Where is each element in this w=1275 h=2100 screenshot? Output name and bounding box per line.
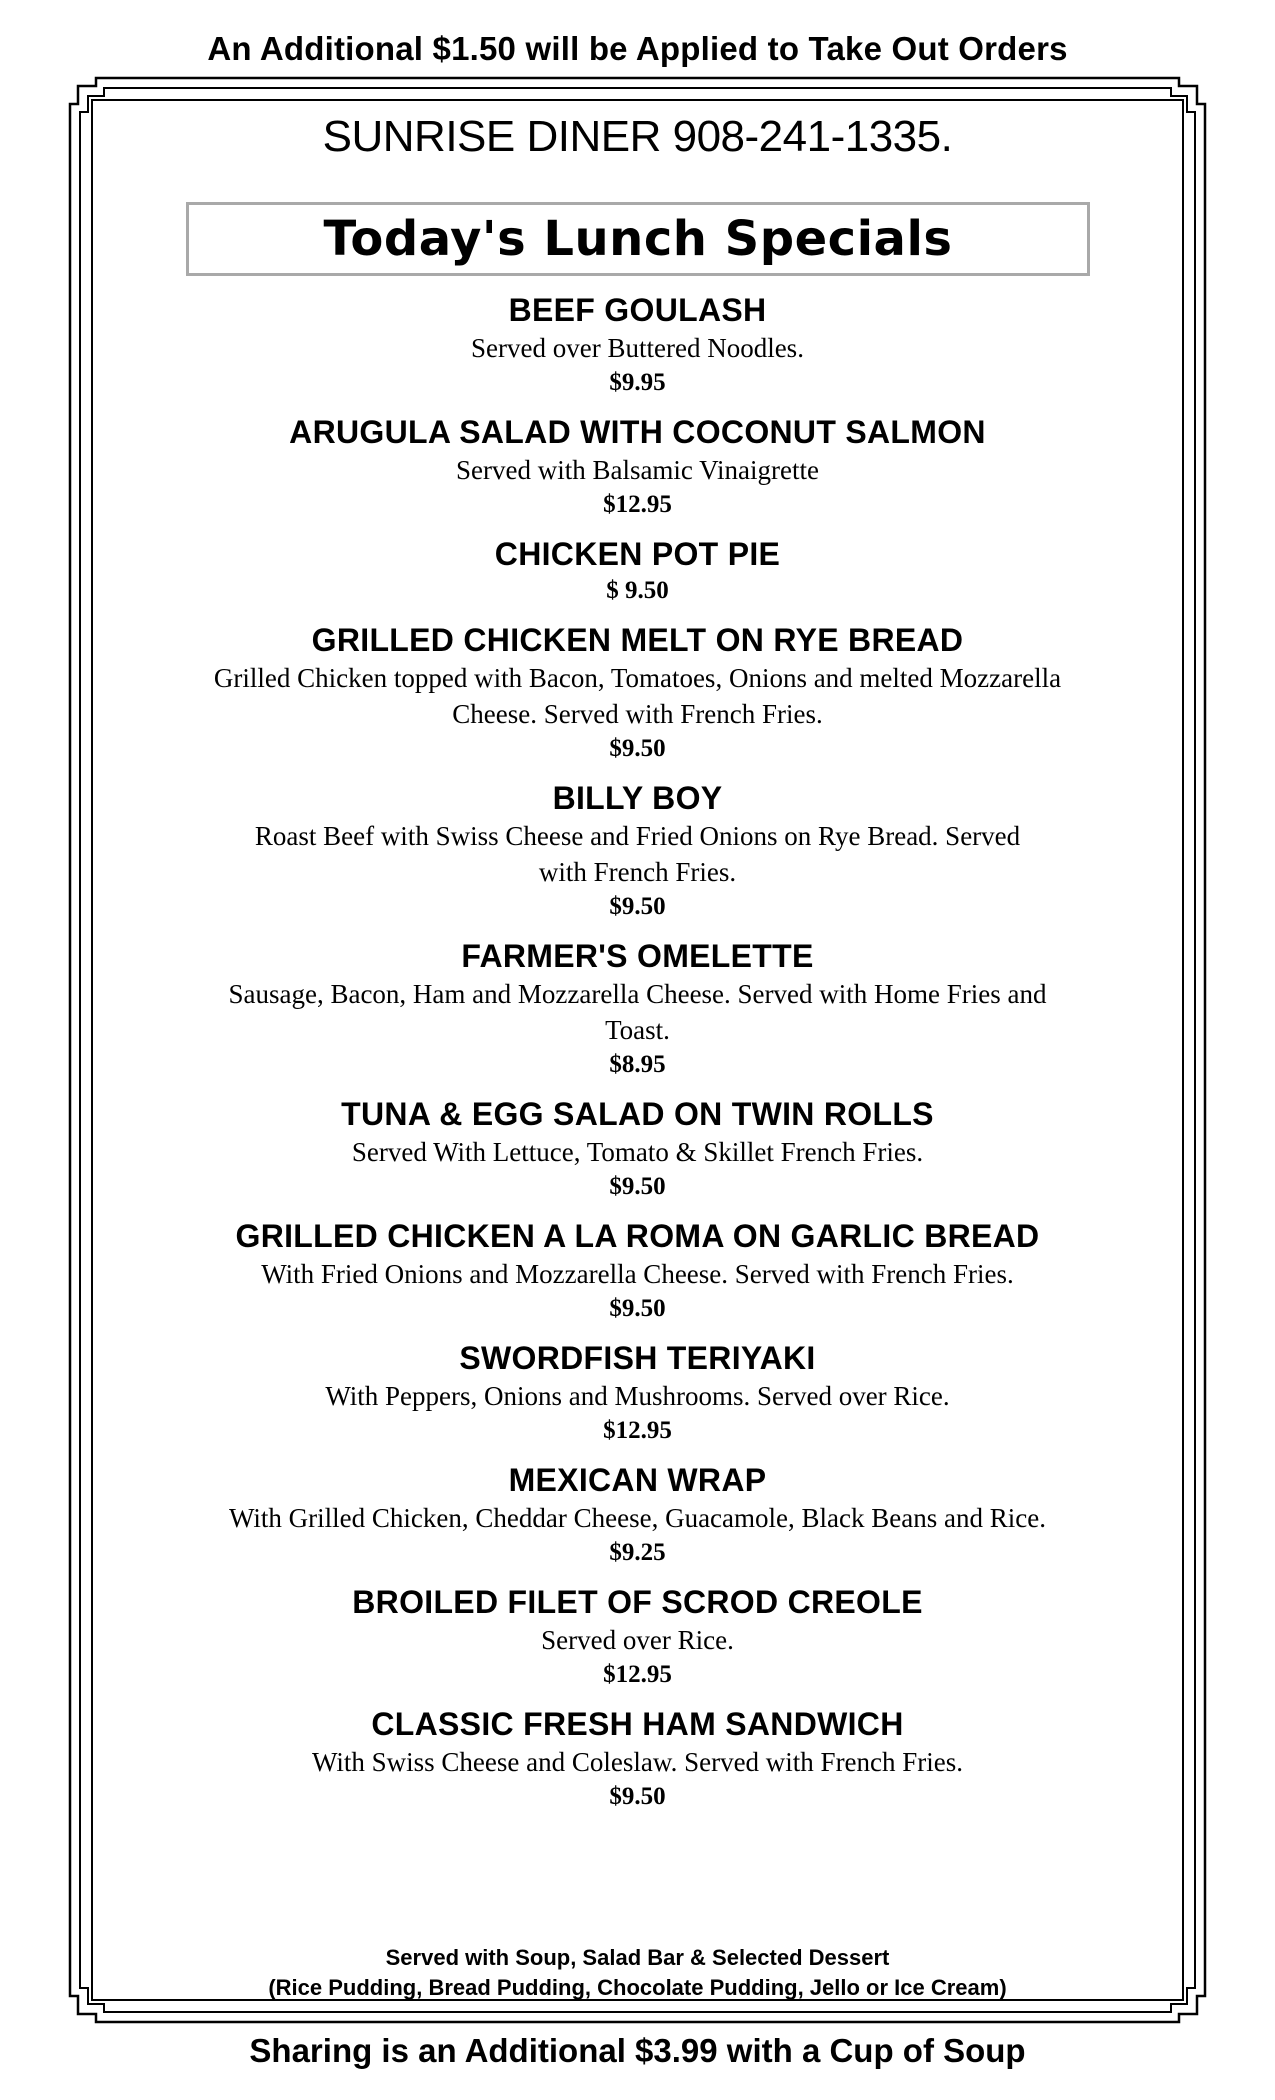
menu-item <box>150 1460 1125 1570</box>
takeout-notice: An Additional $1.50 will be Applied to Take Out Orders <box>207 30 1068 67</box>
item-price: $9.50 <box>609 893 666 920</box>
dessert-options-line: (Rice Pudding, Bread Pudding, Chocolate Pudding, Jello or Ice Cream) <box>268 1975 1007 2000</box>
item-description: With Grilled Chicken, Cheddar Cheese, Guacamole, Black Beans and Rice. <box>229 1503 1046 1533</box>
item-price: $9.50 <box>609 1783 666 1810</box>
item-description: Grilled Chicken topped with Bacon, Tomatoes, Onions and melted Mozzarella Cheese. Served with French Fries. <box>213 663 1062 729</box>
item-name: CHICKEN POT PIE <box>494 536 781 572</box>
menu-item <box>150 534 1125 608</box>
item-price: $9.50 <box>609 735 666 762</box>
item-price: $12.95 <box>603 1417 672 1444</box>
menu-item <box>150 290 1125 400</box>
item-price: $8.95 <box>609 1051 666 1078</box>
item-name: ARUGULA SALAD WITH COCONUT SALMON <box>289 414 986 450</box>
item-name: TUNA & EGG SALAD ON TWIN ROLLS <box>341 1096 934 1132</box>
item-price: $12.95 <box>603 491 672 518</box>
item-name: FARMER'S OMELETTE <box>461 938 814 974</box>
item-name: GRILLED CHICKEN MELT ON RYE BREAD <box>311 622 964 658</box>
item-price: $12.95 <box>603 1661 672 1688</box>
menu-item <box>150 936 1125 1082</box>
menu-item <box>150 778 1125 924</box>
item-description: Sausage, Bacon, Ham and Mozzarella Cheese. Served with Home Fries and Toast. <box>228 979 1047 1045</box>
item-description: Served With Lettuce, Tomato & Skillet French Fries. <box>351 1137 924 1167</box>
specials-list <box>150 290 1125 1826</box>
sharing-notice: Sharing is an Additional $3.99 with a Cup of Soup <box>249 2032 1026 2069</box>
menu-item <box>150 1094 1125 1204</box>
menu-item <box>150 620 1125 766</box>
diner-name-phone: SUNRISE DINER 908-241-1335. <box>322 112 953 161</box>
item-price: $9.50 <box>609 1295 666 1322</box>
menu-item <box>150 1582 1125 1692</box>
menu-item <box>150 1338 1125 1448</box>
item-name: BEEF GOULASH <box>508 292 767 328</box>
item-name: MEXICAN WRAP <box>508 1462 767 1498</box>
item-description: Served with Balsamic Vinaigrette <box>455 455 820 485</box>
specials-heading-box <box>186 202 1090 276</box>
specials-title: Today's Lunch Specials <box>323 211 953 267</box>
item-description: With Swiss Cheese and Coleslaw. Served with French Fries. <box>311 1747 964 1777</box>
item-name: BILLY BOY <box>552 780 723 816</box>
item-name: BROILED FILET OF SCROD CREOLE <box>352 1584 923 1620</box>
item-description: With Fried Onions and Mozzarella Cheese. Served with French Fries. <box>261 1259 1014 1289</box>
item-price: $9.25 <box>609 1539 666 1566</box>
item-description: Roast Beef with Swiss Cheese and Fried Onions on Rye Bread. Served with French Fries. <box>254 821 1021 887</box>
menu-item <box>150 412 1125 522</box>
item-description: Served over Buttered Noodles. <box>471 333 804 363</box>
menu-item <box>150 1704 1125 1814</box>
item-price: $ 9.50 <box>606 577 669 604</box>
item-description: Served over Rice. <box>541 1625 734 1655</box>
menu-item <box>150 1216 1125 1326</box>
served-with-note <box>0 1943 1275 2003</box>
item-name: SWORDFISH TERIYAKI <box>459 1340 816 1376</box>
item-description: With Peppers, Onions and Mushrooms. Served over Rice. <box>325 1381 950 1411</box>
served-with-line: Served with Soup, Salad Bar & Selected Dessert <box>385 1945 890 1970</box>
item-price: $9.95 <box>609 369 666 396</box>
item-name: GRILLED CHICKEN A LA ROMA ON GARLIC BREAD <box>235 1218 1040 1254</box>
item-price: $9.50 <box>609 1173 666 1200</box>
item-name: CLASSIC FRESH HAM SANDWICH <box>371 1706 904 1742</box>
